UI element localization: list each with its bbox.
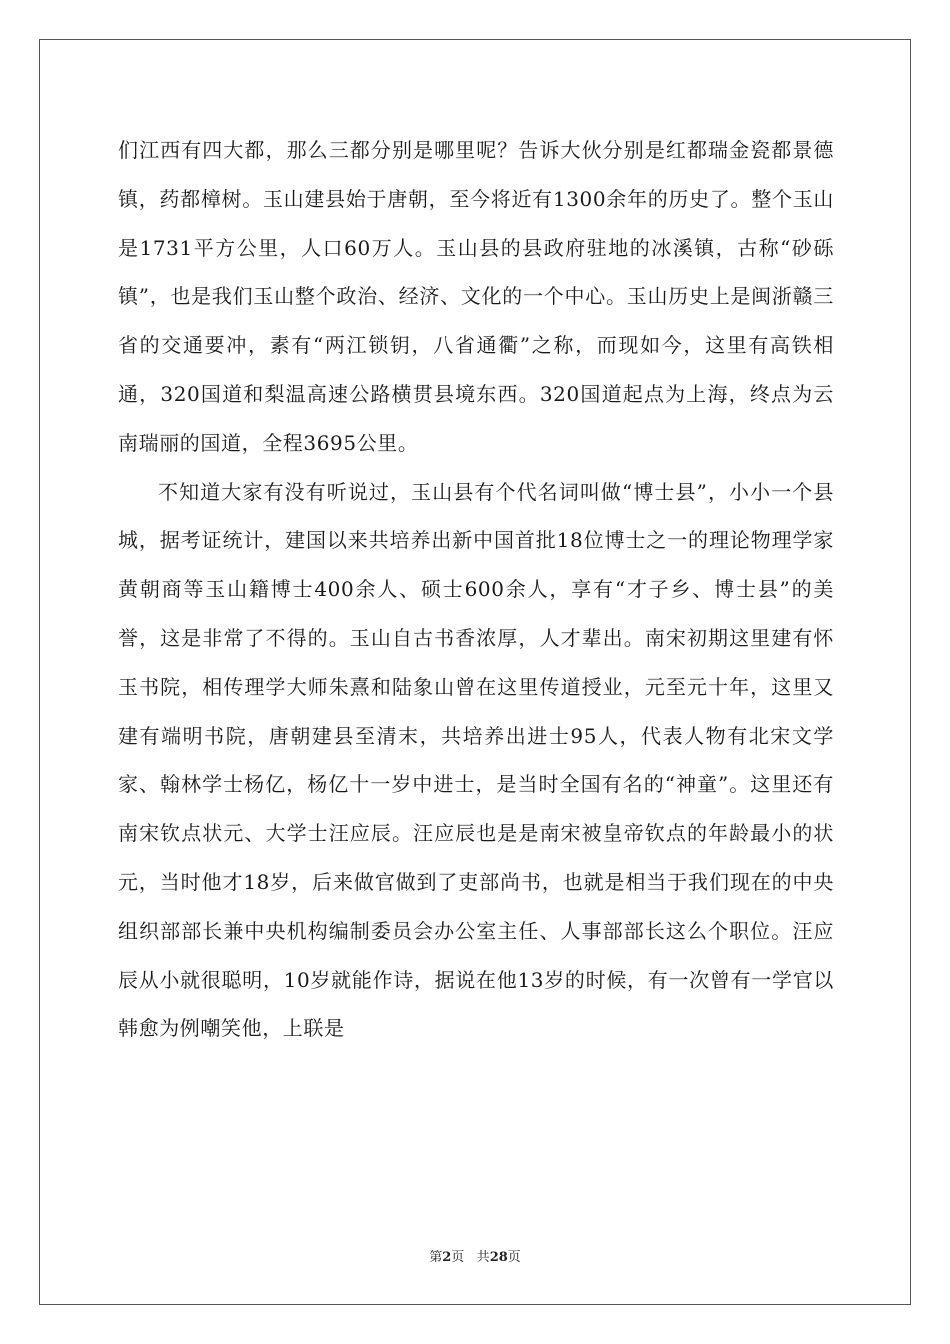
paragraph-1: 们江西有四大都，那么三都分别是哪里呢？告诉大伙分别是红都瑞金瓷都景德镇，药都樟树。玉山建县始于唐朝，至今将近有1300余年的历史了。整个玉山是1731平方公里，人口60万人。玉山县的县政府驻地的冰溪镇，古称“砂砾镇”，也是我们玉山整个政治、经济、文化的一个中心。玉山历史上是闽浙赣三省的交通要冲，素有“两江锁钥，八省通衢”之称，而现如今，这里有高铁相通，320国道和梨温高速公路横贯县境东西。320国道起点为上海，终点为云南瑞丽的国道，全程3695公里。: [118, 138, 834, 455]
page-prefix: 第: [429, 1250, 443, 1265]
document-body: [118, 126, 834, 1053]
page-number: 2: [442, 1250, 452, 1265]
total-unit: 页: [507, 1250, 521, 1265]
total-pages: 28: [489, 1250, 508, 1265]
page-footer: [0, 1246, 950, 1265]
paragraph-2: 不知道大家有没有听说过，玉山县有个代名词叫做“博士县”，小小一个县城，据考证统计，建国以来共培养出新中国首批18位博士之一的理论物理学家黄朝商等玉山籍博士400余人、硕士600余人，享有“才子乡、博士县”的美誉，这是非常了不得的。玉山自古书香浓厚，人才辈出。南宋初期这里建有怀玉书院，相传理学大师朱熹和陆象山曾在这里传道授业，元至元十年，这里又建有端明书院，唐朝建县至清末，共培养出进士95人，代表人物有北宋文学家、翰林学士杨亿，杨亿十一岁中进士，是当时全国有名的“神童”。这里还有南宋钦点状元、大学士汪应辰。汪应辰也是是南宋被皇帝钦点的年龄最小的状元，当时他才18岁，后来做官做到了吏部尚书，也就是相当于我们现在的中央组织部部长兼中央机构编制委员会办公室主任、人事部部长这么个职位。汪应辰从小就很聪明，10岁就能作诗，据说在他13岁的时候，有一次曾有一学官以韩愈为例嘲笑他，上联是: [118, 479, 834, 1041]
page-unit: 页: [451, 1250, 465, 1265]
total-prefix: 共: [476, 1250, 490, 1265]
